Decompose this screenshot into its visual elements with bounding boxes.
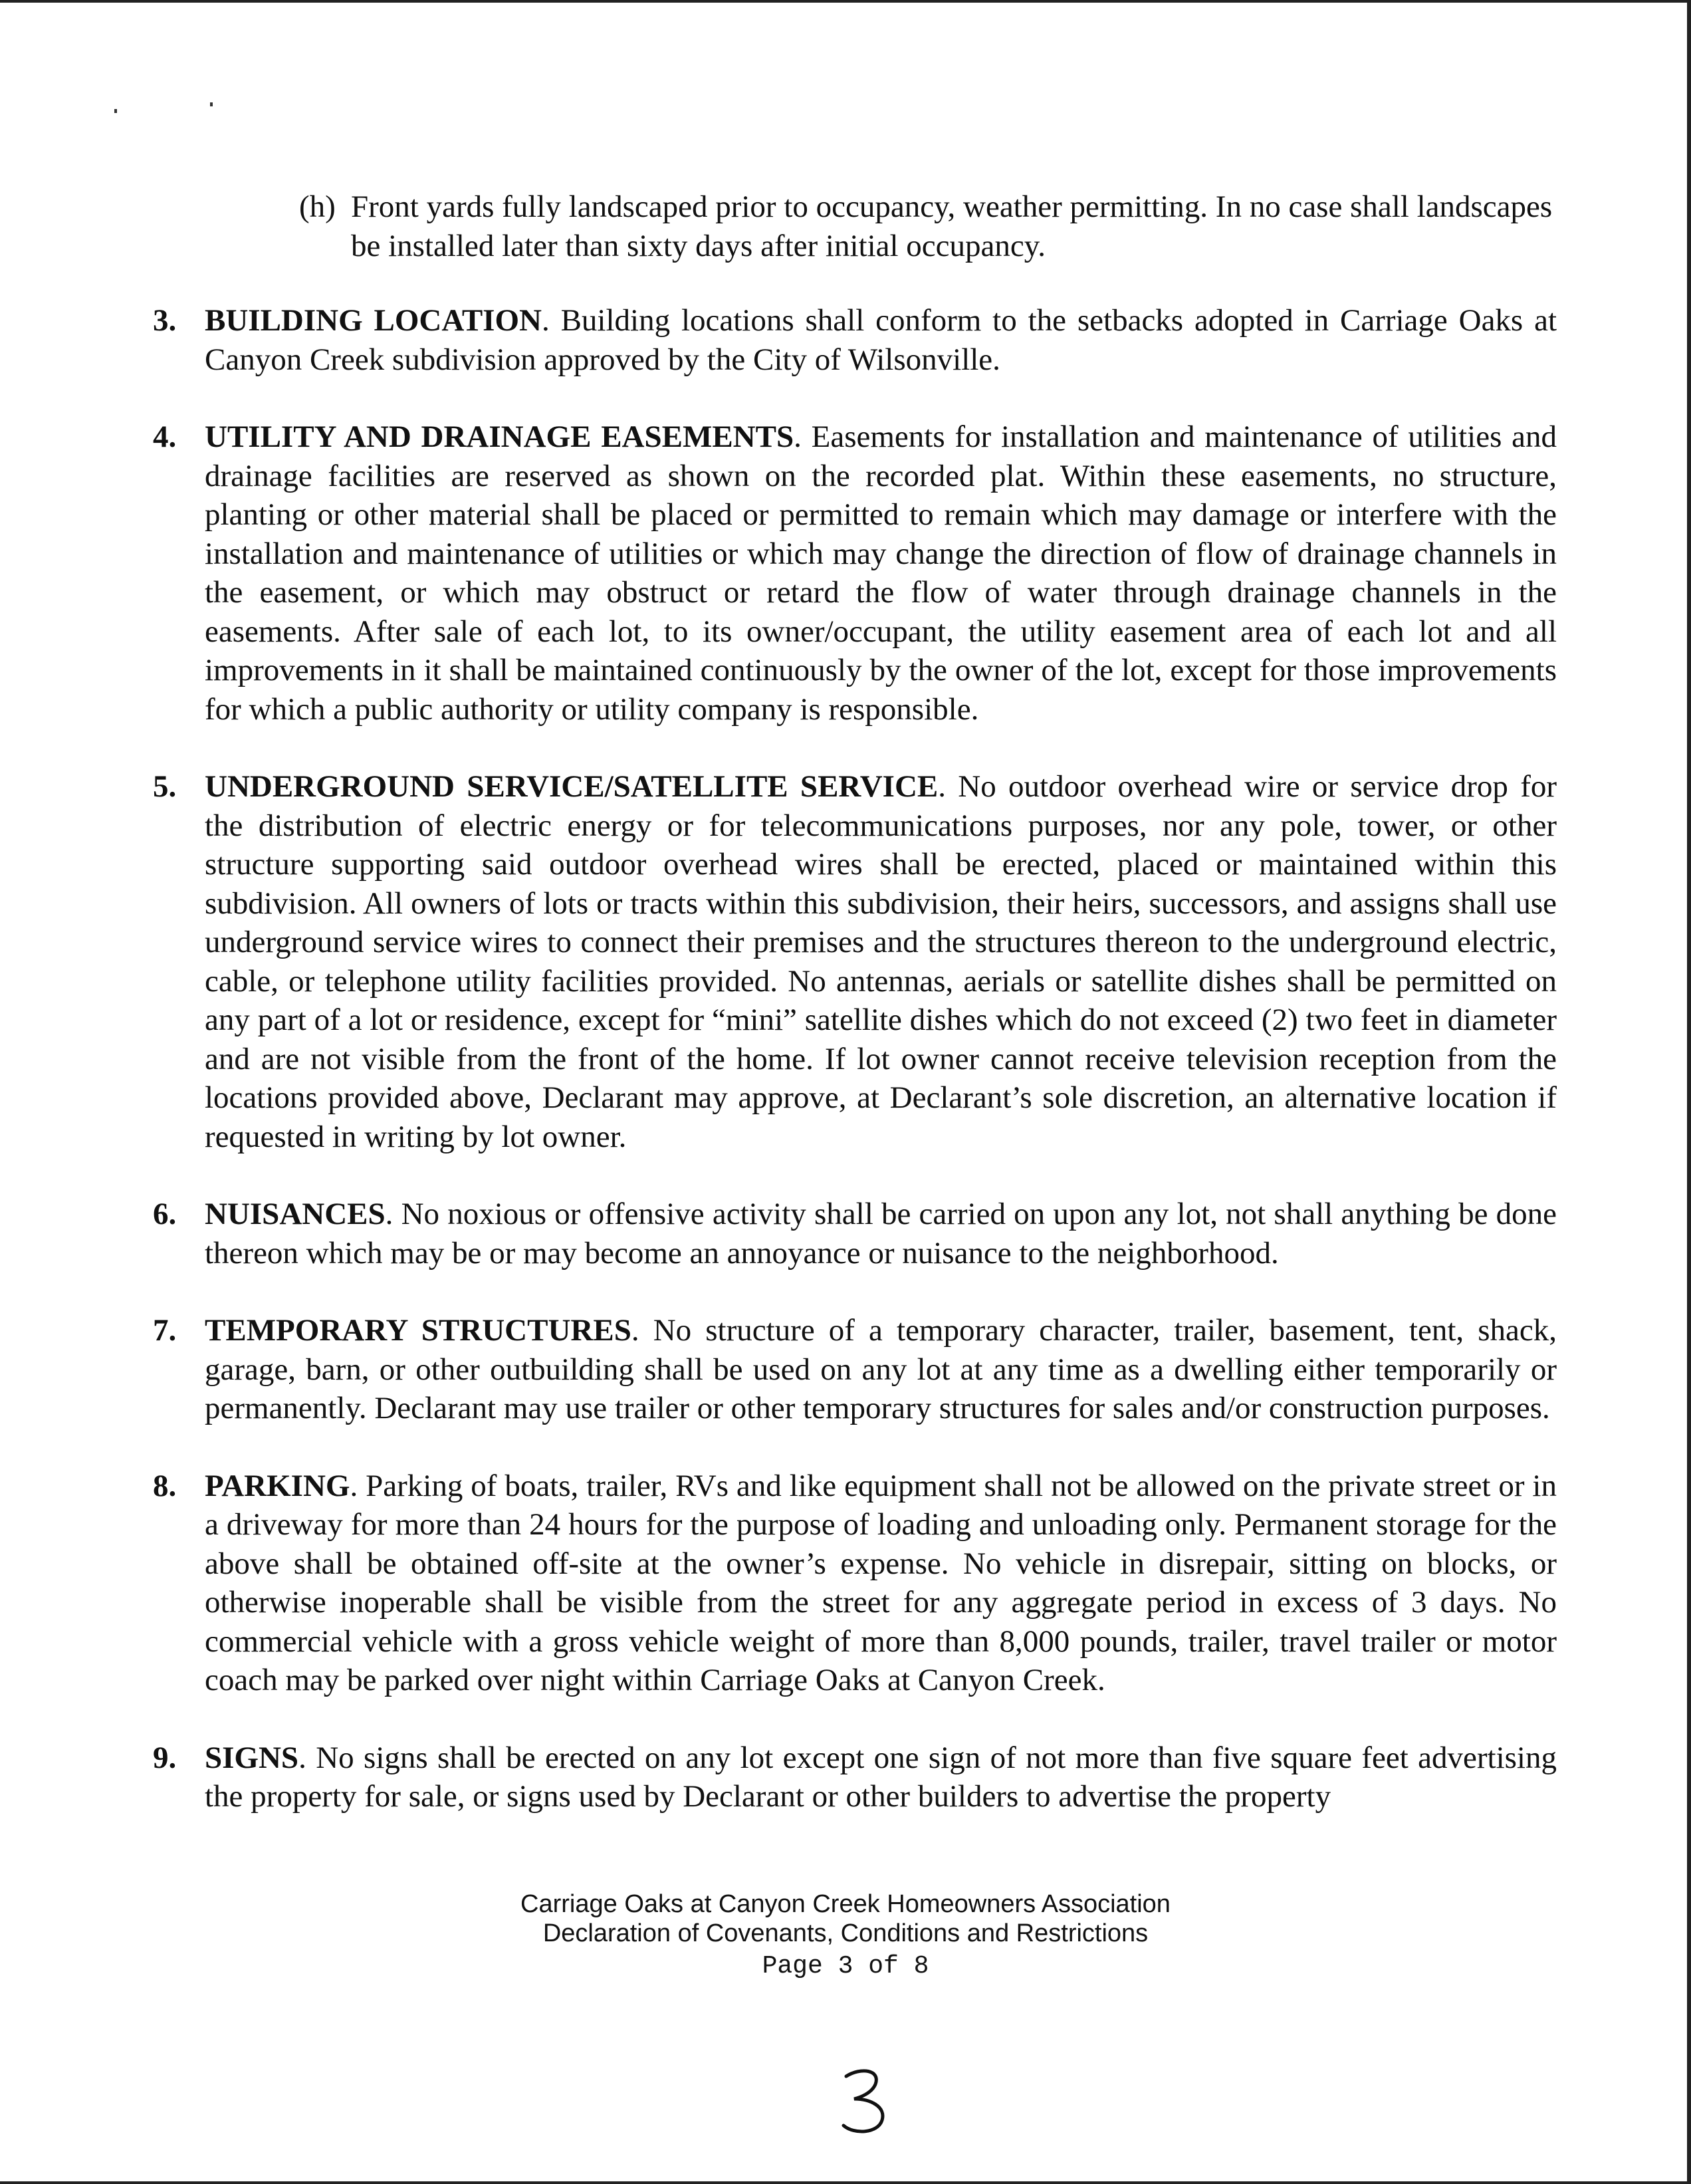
section-number: 4.	[153, 420, 177, 454]
section-number: 9.	[153, 1740, 177, 1775]
section-number: 7.	[153, 1313, 177, 1348]
section-utility-drainage-easements	[153, 418, 1557, 729]
section-number: 3.	[153, 303, 177, 338]
section-nuisances	[153, 1195, 1557, 1273]
section-text: . Building locations shall conform to the setbacks adopted in Carriage Oaks at Canyon Creek subdivision approved by the City of Wilsonville.	[205, 303, 1557, 377]
scan-border-top	[0, 0, 1691, 3]
section-heading: UNDERGROUND SERVICE/SATELLITE SERVICE	[205, 769, 939, 804]
section-text: . No outdoor overhead wire or service drop for the distribution of electric energy or for telecommunications purposes, nor any pole, tower, or other structure supporting said outdoor overhead wires shall be erected, placed or maintained within this subdivision. All owners of lots or tracts within this subdivision, their heirs, successors, and assigns shall use underground service wires to connect their premises and the structures thereon to the underground electric, cable, or telephone utility facilities provided. No antennas, aerials or satellite dishes shall be permitted on any part of a lot or residence, except for “mini” satellite dishes which do not exceed (2) two feet in diameter and are not visible from the front of the home. If lot owner cannot receive television reception from the locations provided above, Declarant may approve, at Declarant’s sole discretion, an alternative location if requested in writing by lot owner.	[205, 769, 1557, 1154]
section-heading: NUISANCES	[205, 1197, 386, 1231]
scan-border-bottom	[0, 2181, 1691, 2184]
section-number: 5.	[153, 769, 177, 804]
section-text: . No structure of a temporary character, trailer, basement, tent, shack, garage, barn, or other outbuilding shall be used on any lot at any time as a dwelling either temporarily or permanently. Declarant may use trailer or other temporary structures for sales and/or construction purposes.	[205, 1313, 1557, 1425]
item-h-label: (h)	[299, 189, 336, 224]
section-text: . Parking of boats, trailer, RVs and like equipment shall not be allowed on the private street or in a driveway for more than 24 hours for the purpose of loading and unloading only. Permanent storage for the above shall be obtained off-site at the owner’s expense. No vehicle in disrepair, sitting on blocks, or otherwise inoperable shall be visible from the street for any aggregate period in excess of 3 days. No commercial vehicle with a gross vehicle weight of more than 8,000 pounds, trailer, travel trailer or motor coach may be parked over night within Carriage Oaks at Canyon Creek.	[205, 1468, 1557, 1697]
section-signs	[153, 1739, 1557, 1816]
page-footer	[0, 1889, 1691, 1981]
scan-border-right	[1687, 0, 1691, 2184]
section-underground-satellite-service	[153, 767, 1557, 1156]
section-heading: BUILDING LOCATION	[205, 303, 542, 338]
section-heading: UTILITY AND DRAINAGE EASEMENTS	[205, 420, 794, 454]
item-h	[251, 187, 1557, 265]
scan-speck	[114, 109, 117, 113]
footer-association-name: Carriage Oaks at Canyon Creek Homeowners Association	[520, 1890, 1171, 1918]
document-body	[153, 187, 1557, 1816]
item-h-text: Front yards fully landscaped prior to occupancy, weather permitting. In no case shall landscapes be installed later than sixty days after initial occupancy.	[351, 189, 1553, 263]
handwritten-page-number	[834, 2064, 894, 2137]
section-heading: SIGNS	[205, 1740, 299, 1775]
section-building-location	[153, 301, 1557, 379]
section-text: . Easements for installation and maintenance of utilities and drainage facilities are reserved as shown on the recorded plat. Within these easements, no structure, planting or other material shall be placed or permitted to remain which may damage or interfere with the installation and maintenance of utilities or which may change the direction of flow of drainage channels in the easement, or which may obstruct or retard the flow of water through drainage channels in the easements. After sale of each lot, to its owner/occupant, the utility easement area of each lot and all improvements in it shall be maintained continuously by the owner of the lot, except for those improvements for which a public authority or utility company is responsible.	[205, 420, 1557, 727]
footer-page-number: Page 3 of 8	[762, 1952, 929, 1981]
footer-document-title: Declaration of Covenants, Conditions and Restrictions	[542, 1919, 1149, 1947]
section-temporary-structures	[153, 1311, 1557, 1428]
section-parking	[153, 1467, 1557, 1700]
section-text: . No noxious or offensive activity shall be carried on upon any lot, not shall anything be done thereon which may be or may become an annoyance or nuisance to the neighborhood.	[205, 1197, 1557, 1271]
section-text: . No signs shall be erected on any lot except one sign of not more than five square feet advertising the property for sale, or signs used by Declarant or other builders to advertise the property	[205, 1740, 1557, 1814]
section-heading: TEMPORARY STRUCTURES	[205, 1313, 631, 1348]
scan-speck	[210, 102, 213, 106]
section-heading: PARKING	[205, 1468, 350, 1503]
section-number: 8.	[153, 1468, 177, 1503]
section-number: 6.	[153, 1197, 177, 1231]
